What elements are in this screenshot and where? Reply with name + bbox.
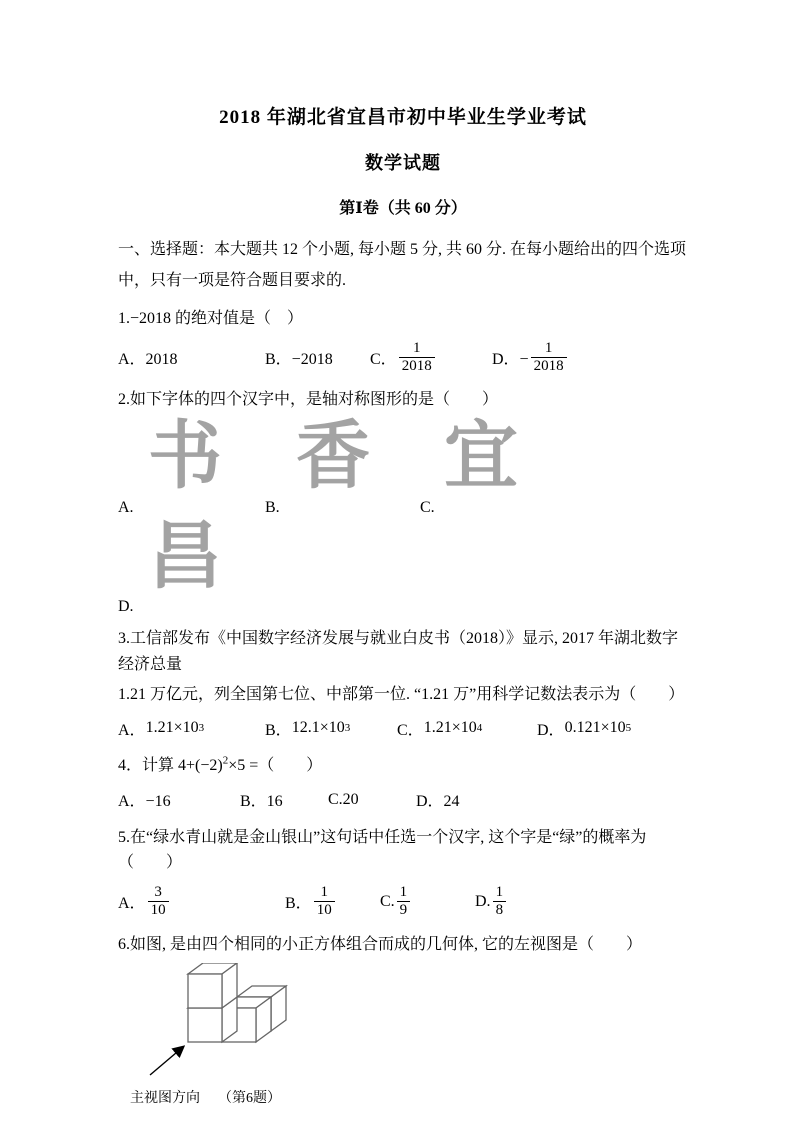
view-direction-label: 主视图方向 — [130, 1091, 200, 1107]
question-2-stem: 2.如下字体的四个汉字中，是轴对称图形的是（ ） — [118, 391, 499, 409]
page-subtitle: 数学试题 — [365, 153, 441, 173]
question-1-options — [118, 340, 688, 376]
view-direction-arrow — [150, 1047, 183, 1075]
q4-stem-pre: 4．计算 4+(−2) — [118, 757, 223, 775]
option-base: 1.21×10 — [423, 719, 477, 737]
q4-option-c: C.20 — [328, 790, 359, 808]
q4-stem-post: ×5 =（ ） — [228, 757, 323, 775]
fraction-denominator: 10 — [148, 901, 169, 919]
q5-option-a-fraction — [148, 884, 169, 920]
q2-char-xiang: 香 — [296, 416, 370, 499]
q2-char-row-2 — [118, 515, 688, 598]
fraction-numerator: 1 — [320, 884, 328, 900]
section-instructions: 一、选择题：本大题共 12 个小题, 每小题 5 分, 共 60 分. 在每小题给出的四个选项中，只有一项是符合题目要求的. — [118, 241, 687, 290]
q2-option-a-label: A. — [118, 498, 134, 516]
fraction-numerator: 1 — [544, 339, 553, 356]
page-title: 2018 年湖北省宜昌市初中毕业生学业考试 — [219, 107, 587, 128]
q4-stem-exponent: 2 — [222, 754, 229, 767]
option-label: C. — [380, 892, 395, 910]
q2-option-labels — [118, 499, 688, 517]
question-1-stem: 1.−2018 的绝对值是（ ） — [118, 310, 304, 328]
question-5-options — [118, 884, 688, 920]
option-label: B． — [265, 721, 292, 739]
q1-option-d-fraction — [531, 340, 567, 376]
q3-option-d: D． 0.121×10 5 — [537, 717, 631, 740]
option-base: 12.1×10 — [291, 719, 345, 737]
q3-option-c: C． 1.21×10 4 — [397, 717, 537, 740]
option-label: A． — [118, 721, 146, 739]
q2-char-chang: 昌 — [148, 515, 222, 598]
fraction-numerator: 1 — [412, 339, 421, 356]
q2-character-row — [118, 416, 688, 499]
figure-number-caption: （第6题） — [218, 1091, 281, 1107]
q6-figure — [128, 963, 348, 1107]
q1-option-a: A．2018 — [118, 351, 178, 369]
question-4-options — [118, 787, 688, 813]
cube-stack-figure — [128, 963, 318, 1085]
q2-option-d-label: D. — [118, 598, 134, 616]
fraction-denominator: 8 — [493, 901, 507, 919]
q2-char-yi: 宜 — [444, 416, 518, 499]
question-3-stem-line2: 1.21 万亿元，列全国第七位、中部第一位. “1.21 万”用科学记数法表示为（ ） — [118, 685, 685, 703]
fraction-numerator: 1 — [399, 884, 408, 900]
section-heading: 第Ⅰ卷（共 60 分） — [339, 200, 467, 217]
question-3-options — [118, 715, 688, 741]
q1-option-d — [492, 340, 569, 376]
q3-option-b: B． 12.1×10 3 — [265, 717, 397, 740]
option-label: A． — [118, 895, 146, 913]
q1-option-b: B．−2018 — [265, 351, 333, 369]
q4-option-d: D．24 — [416, 793, 460, 811]
fraction-numerator: 3 — [154, 884, 162, 900]
q1-option-c-label: C． — [370, 351, 397, 369]
q2-char-shu: 书 — [148, 416, 222, 499]
q5-option-c-fraction — [397, 884, 411, 920]
option-label: C． — [397, 721, 424, 739]
q6-figure-caption-row — [130, 1087, 348, 1107]
fraction-denominator: 9 — [397, 901, 411, 919]
question-3-stem-line1: 3.工信部发布《中国数字经济发展与就业白皮书（2018）》显示, 2017 年湖北数字经济总量 — [118, 630, 679, 674]
q5-option-a — [118, 884, 285, 920]
option-base: 0.121×10 — [564, 719, 626, 737]
option-label: D． — [537, 721, 565, 739]
q1-option-d-label: D．− — [492, 351, 529, 369]
q3-option-a: A． 1.21×10 3 — [118, 717, 265, 740]
q4-option-a: A．−16 — [118, 793, 171, 811]
q2-option-b-label: B. — [265, 498, 280, 516]
question-5-stem: 5.在“绿水青山就是金山银山”这句话中任选一个汉字, 这个字是“绿”的概率为（ ） — [118, 828, 647, 872]
q5-option-d — [475, 884, 508, 920]
fraction-denominator: 2018 — [531, 357, 567, 375]
question-6-stem: 6.如图, 是由四个相同的小正方体组合而成的几何体, 它的左视图是（ ） — [118, 935, 643, 953]
fraction-numerator: 1 — [495, 884, 504, 900]
option-label: B． — [285, 895, 312, 913]
q5-option-d-fraction — [493, 884, 507, 920]
q5-option-b — [285, 884, 380, 920]
q1-option-c — [370, 340, 492, 376]
fraction-denominator: 2018 — [399, 357, 435, 375]
option-base: 1.21×10 — [145, 719, 199, 737]
q5-option-c — [380, 884, 475, 920]
question-4-stem — [118, 753, 688, 779]
fraction-denominator: 10 — [314, 901, 335, 919]
q5-option-b-fraction — [314, 884, 335, 920]
option-label: D. — [475, 892, 491, 910]
q1-option-c-fraction — [399, 340, 435, 376]
q4-option-b: B．16 — [240, 793, 283, 811]
q2-option-c-label: C. — [420, 498, 435, 516]
